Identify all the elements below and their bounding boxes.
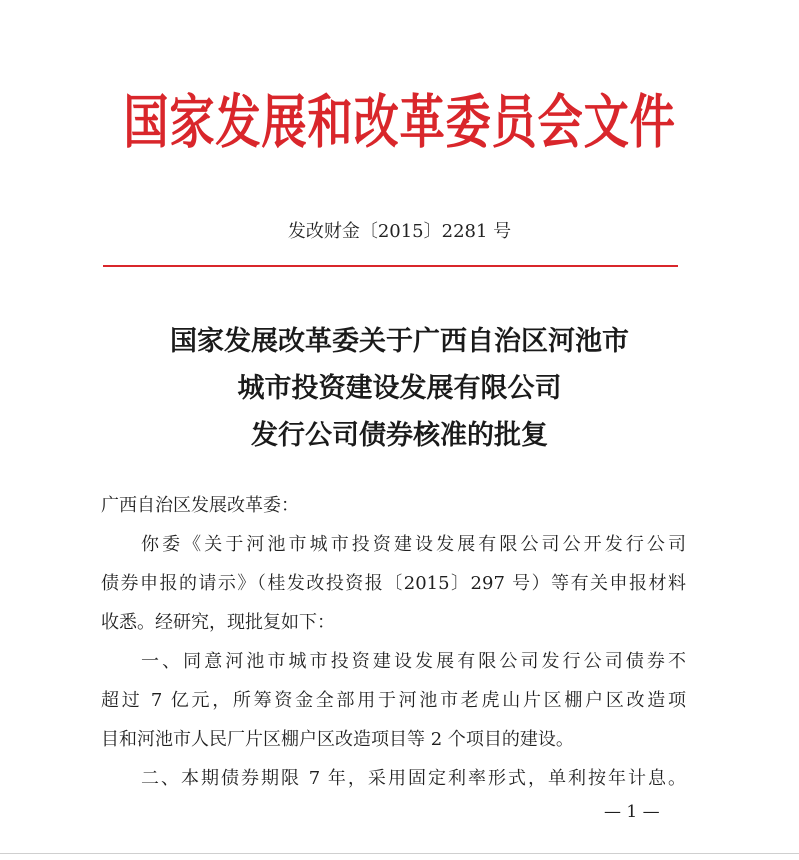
paragraph-2-line-2: 超过 7 亿元，所筹资金全部用于河池市老虎山片区棚户区改造项 (101, 690, 686, 711)
document-number: 发改财金〔2015〕2281 号 (287, 221, 512, 242)
title-line-2: 城市投资建设发展有限公司 (237, 373, 562, 404)
page-number: — 1 — (604, 802, 660, 822)
paragraph-1-line-2: 债券申报的请示》（桂发改投资报〔2015〕297 号）等有关申报材料 (101, 573, 686, 594)
paragraph-1-line-1: 你委《关于河池市城市投资建设发展有限公司公开发行公司 (141, 534, 686, 555)
document-body (101, 486, 686, 798)
paragraph-2-line-3: 目和河池市人民厂片区棚户区改造项目等 2 个项目的建设。 (101, 729, 574, 750)
paragraph-1-line-3: 收悉。经研究，现批复如下： (101, 612, 335, 633)
document-masthead: 国家发展和改革委员会文件 (123, 88, 676, 156)
document-title (0, 318, 799, 459)
paragraph-3-line-1: 二、本期债券期限 7 年，采用固定利率形式，单利按年计息。 (141, 768, 686, 789)
salutation: 广西自治区发展改革委： (101, 495, 299, 516)
paragraph-2-line-1: 一、同意河池市城市投资建设发展有限公司发行公司债券不 (141, 651, 686, 672)
page-bottom-edge (0, 853, 799, 854)
title-line-3: 发行公司债券核准的批复 (251, 420, 548, 451)
title-line-1: 国家发展改革委关于广西自治区河池市 (170, 326, 629, 357)
red-divider-line (103, 265, 678, 267)
